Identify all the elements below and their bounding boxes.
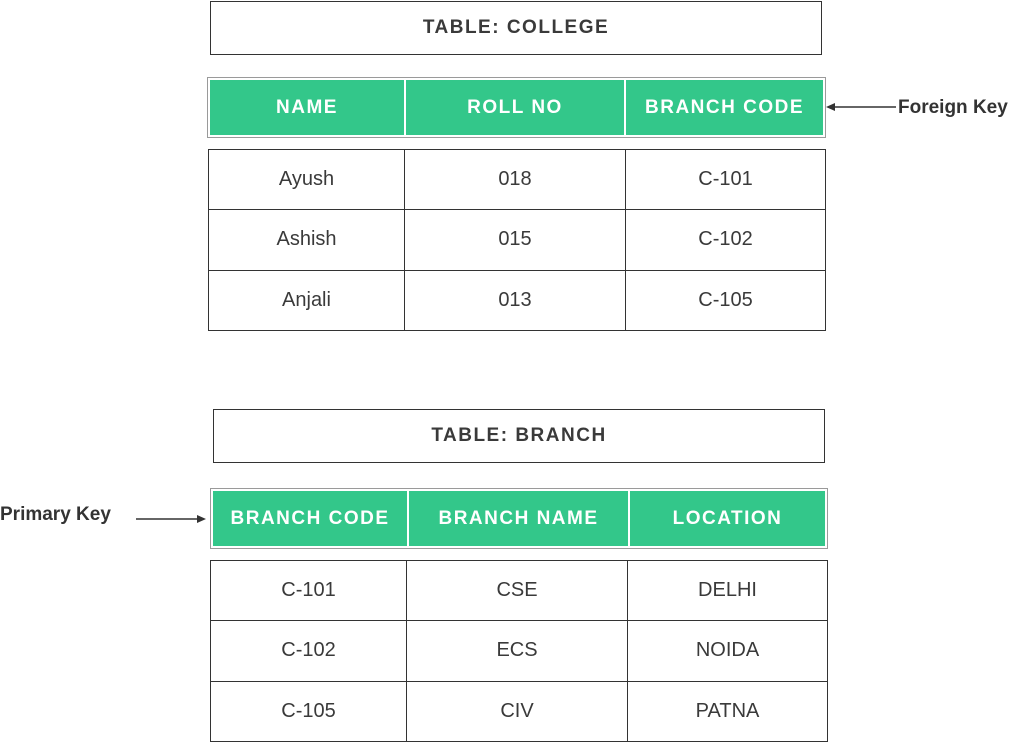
college-cell-branch-code: C-101 (698, 168, 753, 191)
college-cell-name: Anjali (209, 271, 405, 330)
table-row (211, 682, 827, 741)
college-cell-roll-no: 015 (405, 210, 626, 269)
branch-cell-location: PATNA (695, 699, 760, 722)
branch-cell-location: DELHI (698, 579, 757, 602)
foreign-key-arrow (826, 101, 898, 113)
table-row (211, 621, 827, 681)
college-table-title: TABLE: COLLEGE (210, 1, 822, 55)
branch-header-location: LOCATION (672, 507, 783, 529)
primary-key-label: Primary Key (0, 504, 111, 525)
table-row (209, 271, 825, 330)
branch-data-table (210, 560, 828, 742)
table-row (211, 561, 827, 621)
college-header-row (207, 77, 826, 138)
branch-cell-location: NOIDA (695, 639, 760, 662)
college-cell-name: Ashish (209, 210, 405, 269)
table-row (209, 150, 825, 210)
table-row (209, 210, 825, 270)
college-header-roll-no: ROLL NO (406, 80, 626, 135)
college-cell-branch-code: C-102 (698, 228, 753, 251)
branch-cell-branch-code: C-101 (211, 561, 407, 620)
primary-key-arrow (136, 513, 208, 525)
college-header-name: NAME (210, 80, 406, 135)
branch-header-row (210, 488, 828, 549)
college-header-branch-code: BRANCH CODE (645, 96, 804, 118)
branch-table-title: TABLE: BRANCH (213, 409, 825, 463)
branch-cell-branch-name: CSE (407, 561, 628, 620)
branch-cell-branch-code: C-105 (211, 682, 407, 741)
branch-cell-branch-name: CIV (407, 682, 628, 741)
branch-header-branch-name: BRANCH NAME (409, 491, 630, 546)
foreign-key-label: Foreign Key (898, 97, 1008, 118)
branch-cell-branch-name: ECS (407, 621, 628, 680)
branch-header-branch-code: BRANCH CODE (213, 491, 409, 546)
college-cell-branch-code: C-105 (698, 288, 753, 311)
college-cell-roll-no: 018 (405, 150, 626, 209)
college-data-table (208, 149, 826, 331)
branch-cell-branch-code: C-102 (211, 621, 407, 680)
college-cell-roll-no: 013 (405, 271, 626, 330)
college-cell-name: Ayush (209, 150, 405, 209)
